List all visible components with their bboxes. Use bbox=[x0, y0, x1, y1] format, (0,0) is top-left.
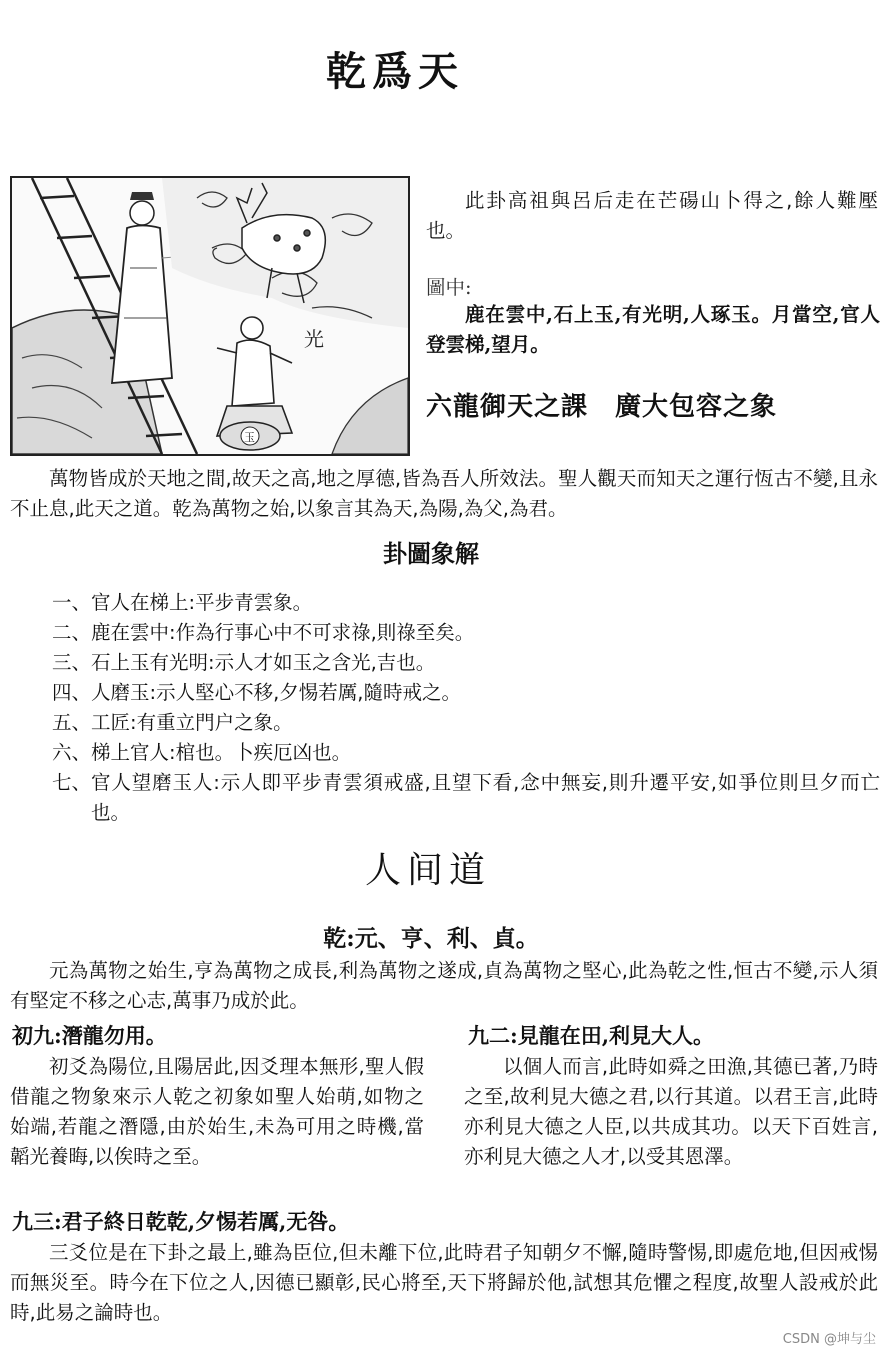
jiu-er-paragraph: 以個人而言,此時如舜之田漁,其德已著,乃時之至,故利見大德之君,以行其道。以君王言,此時亦利見大德之人臣,以共成其功。以天下百姓言,亦利見大德之人才,以受其恩澤。 bbox=[464, 1055, 878, 1168]
chu-jiu-paragraph: 初爻為陽位,且陽居此,因爻理本無形,聖人假借龍之物象來示人乾之初象如聖人始萌,如物之始端,若龍之潛隱,由於始生,未為可用之時機,當韜光養晦,以俟時之至。 bbox=[10, 1055, 424, 1168]
light-label: 光 bbox=[304, 327, 324, 351]
qian-paragraph: 元為萬物之始生,亨為萬物之成長,利為萬物之遂成,貞為萬物之堅心,此為乾之性,恒古不變,示人須有堅定不移之心志,萬事乃成於此。 bbox=[10, 959, 878, 1012]
section-title-human-way: 人间道 bbox=[364, 850, 491, 891]
interpretation-list bbox=[52, 588, 880, 828]
page-title: 乾爲天 bbox=[326, 48, 464, 95]
intro-paragraph: 此卦高祖與呂后走在芒碭山卜得之,餘人難壓也。 bbox=[426, 189, 878, 242]
figure-label: 圖中: bbox=[426, 276, 472, 299]
woodblock-illustration bbox=[10, 176, 410, 456]
watermark: CSDN @坤与尘 bbox=[782, 1332, 876, 1347]
jiu-er-title: 九二:見龍在田,利見大人。 bbox=[468, 1023, 715, 1048]
jiu-san-title: 九三:君子終日乾乾,夕惕若厲,无咎。 bbox=[12, 1209, 350, 1234]
illustration-drawing bbox=[12, 178, 408, 454]
list-item: 三、石上玉有光明:示人才如玉之含光,吉也。 bbox=[52, 651, 436, 674]
qian-title: 乾:元、亨、利、貞。 bbox=[323, 925, 539, 952]
jiu-san-paragraph: 三爻位是在下卦之最上,雖為臣位,但未離下位,此時君子知朝夕不懈,隨時警惕,即處危地,但因戒惕而無災至。時今在下位之人,因德已顯彰,民心將至,天下將歸於他,試想其危懼之程度,故聖人設戒於此時,此易之論時也。 bbox=[10, 1241, 878, 1324]
list-item: 五、工匠:有重立門户之象。 bbox=[52, 711, 293, 734]
chu-jiu-title: 初九:潛龍勿用。 bbox=[12, 1023, 167, 1048]
section-title-diagram: 卦圖象解 bbox=[383, 539, 479, 568]
jade-stone bbox=[220, 422, 280, 450]
figure-description: 鹿在雲中,石上玉,有光明,人琢玉。月當空,官人登雲梯,望月。 bbox=[426, 303, 880, 356]
list-item: 四、人磨玉:示人堅心不移,夕惕若厲,隨時戒之。 bbox=[52, 681, 461, 704]
hexagram-subtitle: 六龍御天之課 廣大包容之象 bbox=[426, 392, 778, 422]
list-item: 一、官人在梯上:平步青雲象。 bbox=[52, 591, 313, 614]
general-paragraph: 萬物皆成於天地之間,故天之高,地之厚德,皆為吾人所效法。聖人觀天而知天之運行恆古不變,且永不止息,此天之道。乾為萬物之始,以象言其為天,為陽,為父,為君。 bbox=[10, 467, 878, 520]
jade-label: 玉 bbox=[244, 431, 255, 444]
list-item: 七、 官人望磨玉人:示人即平步青雲須戒盛,且望下看,念中無妄,則升遷平安,如爭位則旦夕而亡也。 bbox=[52, 771, 880, 824]
list-item: 二、鹿在雲中:作為行事心中不可求祿,則祿至矣。 bbox=[52, 621, 475, 644]
list-item: 六、梯上官人:棺也。卜疾厄凶也。 bbox=[52, 741, 352, 764]
